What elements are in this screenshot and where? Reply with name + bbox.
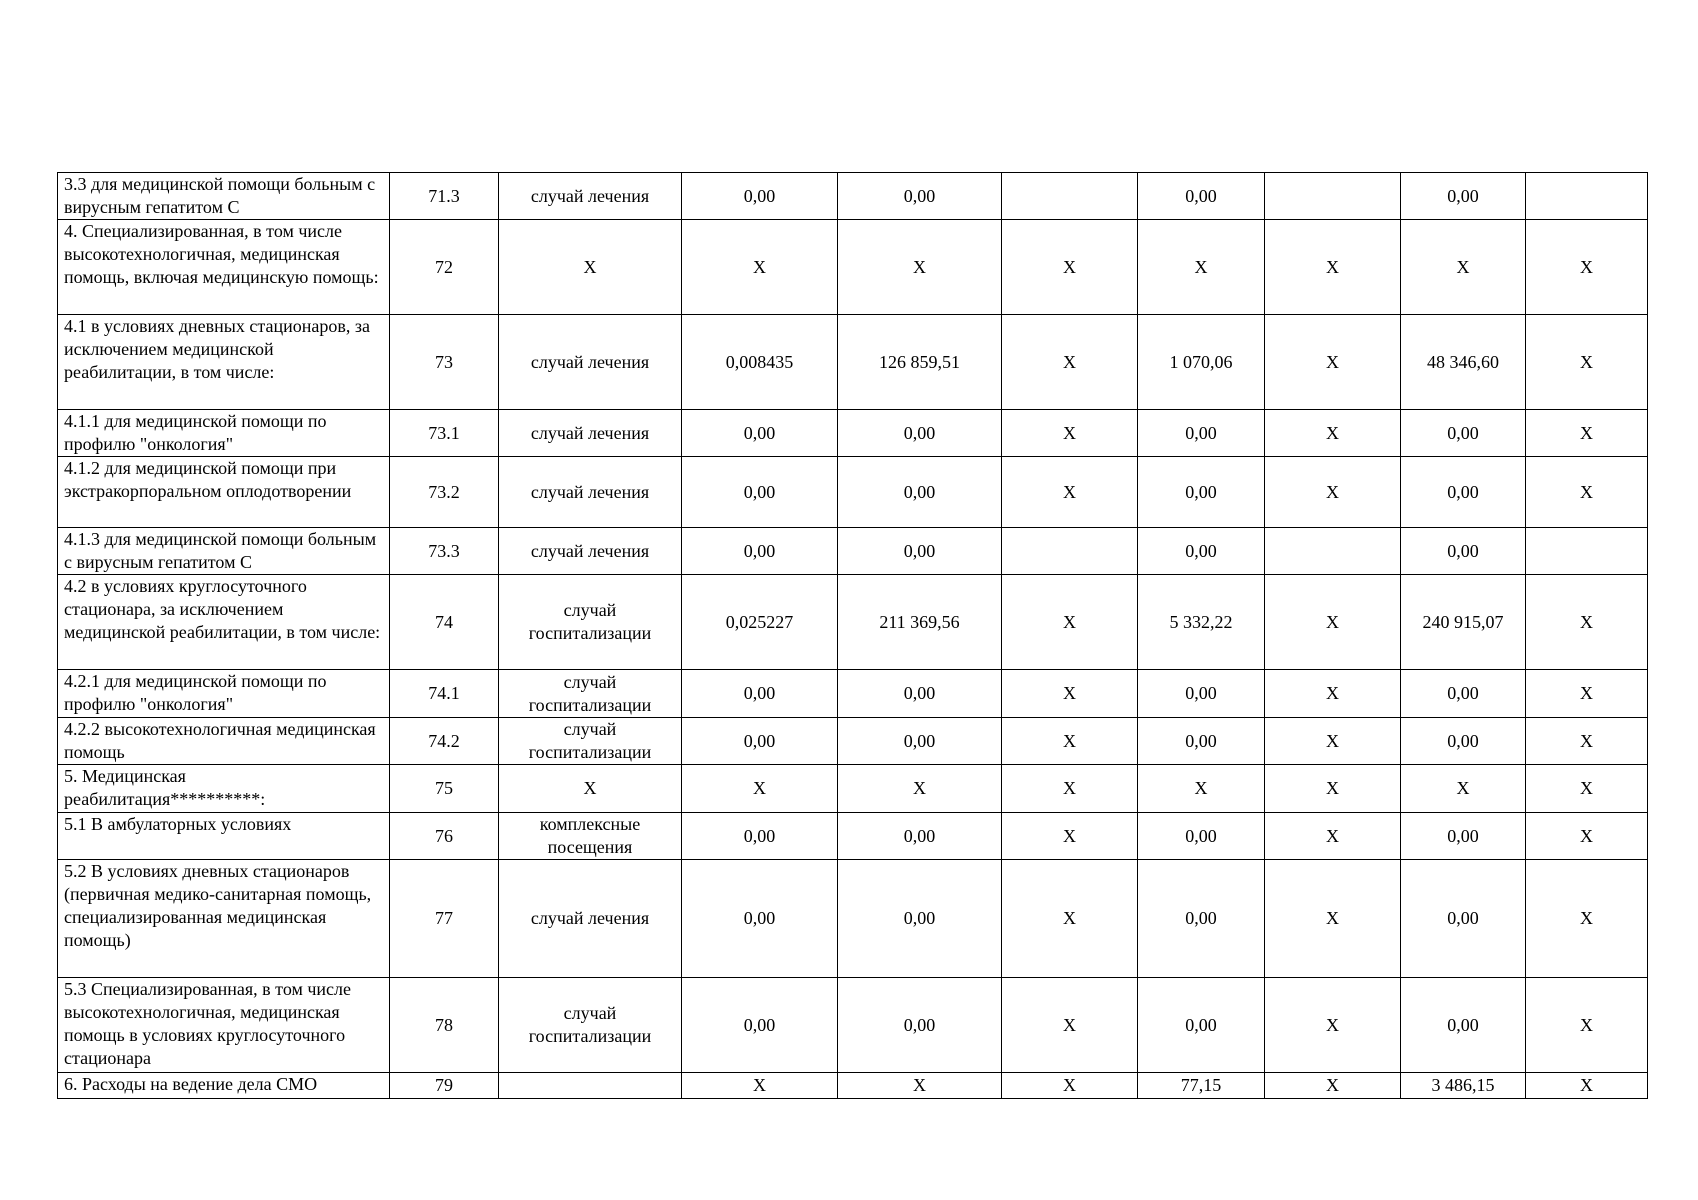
cell-col8: X xyxy=(1265,718,1401,765)
cell-col5: 0,00 xyxy=(838,173,1002,220)
cell-col9: 0,00 xyxy=(1401,813,1526,860)
cell-col10: X xyxy=(1526,670,1648,718)
cell-col9: X xyxy=(1401,765,1526,813)
cell-col7: 0,00 xyxy=(1138,457,1265,528)
row-number: 75 xyxy=(390,765,499,813)
cell-col8: X xyxy=(1265,220,1401,315)
row-number: 71.3 xyxy=(390,173,499,220)
row-name: 4.1 в условиях дневных стационаров, за исключением медицинской реабилитации, в том числе: xyxy=(58,315,390,410)
row-unit: случай госпитализации xyxy=(499,670,682,718)
cell-col9: 0,00 xyxy=(1401,528,1526,575)
cell-col7: 1 070,06 xyxy=(1138,315,1265,410)
row-name: 4.2.2 высокотехнологичная медицинская помощь xyxy=(58,718,390,765)
row-number: 74.2 xyxy=(390,718,499,765)
cell-col7: 0,00 xyxy=(1138,528,1265,575)
cell-col4: 0,00 xyxy=(682,978,838,1073)
table-row xyxy=(58,575,1648,670)
row-unit: случай лечения xyxy=(499,457,682,528)
row-number: 74 xyxy=(390,575,499,670)
cell-col4: 0,00 xyxy=(682,528,838,575)
table-row xyxy=(58,813,1648,860)
cell-col6: X xyxy=(1002,860,1138,978)
cell-col9: X xyxy=(1401,220,1526,315)
data-table xyxy=(57,172,1648,1099)
cell-col8: X xyxy=(1265,575,1401,670)
cell-col6: X xyxy=(1002,765,1138,813)
cell-col8: X xyxy=(1265,978,1401,1073)
cell-col8 xyxy=(1265,528,1401,575)
row-name: 5.2 В условиях дневных стационаров (первичная медико-санитарная помощь, специализированная медицинская помощь) xyxy=(58,860,390,978)
cell-col4: 0,00 xyxy=(682,410,838,457)
row-number: 73.2 xyxy=(390,457,499,528)
cell-col9: 0,00 xyxy=(1401,860,1526,978)
cell-col8 xyxy=(1265,173,1401,220)
row-number: 78 xyxy=(390,978,499,1073)
table-row xyxy=(58,860,1648,978)
row-name: 4. Специализированная, в том числе высокотехнологичная, медицинская помощь, включая медицинскую помощь: xyxy=(58,220,390,315)
cell-col4: 0,00 xyxy=(682,860,838,978)
cell-col5: 0,00 xyxy=(838,978,1002,1073)
cell-col8: X xyxy=(1265,765,1401,813)
cell-col6: X xyxy=(1002,315,1138,410)
table-row xyxy=(58,457,1648,528)
cell-col9: 0,00 xyxy=(1401,173,1526,220)
row-name: 4.2 в условиях круглосуточного стационара, за исключением медицинской реабилитации, в том числе: xyxy=(58,575,390,670)
row-name: 4.1.3 для медицинской помощи больным с вирусным гепатитом С xyxy=(58,528,390,575)
cell-col8: X xyxy=(1265,457,1401,528)
cell-col8: X xyxy=(1265,813,1401,860)
cell-col10: X xyxy=(1526,718,1648,765)
cell-col6: X xyxy=(1002,220,1138,315)
row-unit: комплексные посещения xyxy=(499,813,682,860)
cell-col4: 0,00 xyxy=(682,718,838,765)
table-body xyxy=(58,173,1648,1099)
cell-col10: X xyxy=(1526,315,1648,410)
row-name: 6. Расходы на ведение дела СМО xyxy=(58,1073,390,1099)
row-name: 4.2.1 для медицинской помощи по профилю "онкология" xyxy=(58,670,390,718)
cell-col10 xyxy=(1526,173,1648,220)
cell-col9: 0,00 xyxy=(1401,670,1526,718)
cell-col5: 0,00 xyxy=(838,718,1002,765)
cell-col4: 0,00 xyxy=(682,173,838,220)
row-number: 77 xyxy=(390,860,499,978)
cell-col5: 0,00 xyxy=(838,813,1002,860)
row-unit: случай госпитализации xyxy=(499,718,682,765)
cell-col8: X xyxy=(1265,1073,1401,1099)
cell-col6: X xyxy=(1002,670,1138,718)
cell-col8: X xyxy=(1265,860,1401,978)
cell-col6: X xyxy=(1002,813,1138,860)
table-row xyxy=(58,315,1648,410)
row-name: 4.1.1 для медицинской помощи по профилю "онкология" xyxy=(58,410,390,457)
table-row xyxy=(58,410,1648,457)
cell-col5: 0,00 xyxy=(838,410,1002,457)
cell-col5: 126 859,51 xyxy=(838,315,1002,410)
cell-col8: X xyxy=(1265,410,1401,457)
row-unit: случай лечения xyxy=(499,410,682,457)
cell-col6: X xyxy=(1002,457,1138,528)
cell-col7: 0,00 xyxy=(1138,718,1265,765)
cell-col9: 3 486,15 xyxy=(1401,1073,1526,1099)
row-unit xyxy=(499,1073,682,1099)
cell-col5: X xyxy=(838,220,1002,315)
cell-col6: X xyxy=(1002,410,1138,457)
table-row xyxy=(58,1073,1648,1099)
cell-col7: 0,00 xyxy=(1138,978,1265,1073)
cell-col4: 0,025227 xyxy=(682,575,838,670)
row-unit: случай лечения xyxy=(499,315,682,410)
cell-col6: X xyxy=(1002,575,1138,670)
table-row xyxy=(58,765,1648,813)
cell-col9: 0,00 xyxy=(1401,978,1526,1073)
row-number: 73 xyxy=(390,315,499,410)
table-row xyxy=(58,528,1648,575)
row-name: 3.3 для медицинской помощи больным с вирусным гепатитом С xyxy=(58,173,390,220)
cell-col7: 0,00 xyxy=(1138,410,1265,457)
cell-col4: X xyxy=(682,1073,838,1099)
cell-col4: X xyxy=(682,765,838,813)
row-unit: случай госпитализации xyxy=(499,575,682,670)
table-row xyxy=(58,978,1648,1073)
table-row xyxy=(58,173,1648,220)
cell-col4: X xyxy=(682,220,838,315)
cell-col10: X xyxy=(1526,765,1648,813)
cell-col4: 0,008435 xyxy=(682,315,838,410)
row-unit: случай лечения xyxy=(499,860,682,978)
table-row xyxy=(58,670,1648,718)
cell-col6 xyxy=(1002,528,1138,575)
row-name: 5. Медицинская реабилитация**********: xyxy=(58,765,390,813)
cell-col5: 0,00 xyxy=(838,670,1002,718)
row-number: 73.1 xyxy=(390,410,499,457)
cell-col7: X xyxy=(1138,765,1265,813)
cell-col7: 0,00 xyxy=(1138,670,1265,718)
cell-col9: 0,00 xyxy=(1401,410,1526,457)
cell-col9: 48 346,60 xyxy=(1401,315,1526,410)
row-unit: X xyxy=(499,765,682,813)
row-unit: случай лечения xyxy=(499,173,682,220)
cell-col5: 0,00 xyxy=(838,457,1002,528)
cell-col9: 0,00 xyxy=(1401,718,1526,765)
cell-col7: 0,00 xyxy=(1138,860,1265,978)
cell-col10: X xyxy=(1526,457,1648,528)
cell-col10: X xyxy=(1526,813,1648,860)
cell-col4: 0,00 xyxy=(682,457,838,528)
cell-col9: 0,00 xyxy=(1401,457,1526,528)
row-number: 79 xyxy=(390,1073,499,1099)
row-number: 72 xyxy=(390,220,499,315)
cell-col5: 0,00 xyxy=(838,528,1002,575)
cell-col7: 5 332,22 xyxy=(1138,575,1265,670)
cell-col10: X xyxy=(1526,410,1648,457)
cell-col7: X xyxy=(1138,220,1265,315)
row-unit: случай лечения xyxy=(499,528,682,575)
row-number: 73.3 xyxy=(390,528,499,575)
cell-col10: X xyxy=(1526,575,1648,670)
table-row xyxy=(58,718,1648,765)
cell-col6: X xyxy=(1002,718,1138,765)
cell-col10 xyxy=(1526,528,1648,575)
cell-col5: X xyxy=(838,765,1002,813)
cell-col4: 0,00 xyxy=(682,813,838,860)
cell-col10: X xyxy=(1526,978,1648,1073)
cell-col8: X xyxy=(1265,670,1401,718)
row-number: 74.1 xyxy=(390,670,499,718)
cell-col5: 211 369,56 xyxy=(838,575,1002,670)
cell-col7: 0,00 xyxy=(1138,173,1265,220)
cell-col7: 77,15 xyxy=(1138,1073,1265,1099)
cell-col6: X xyxy=(1002,1073,1138,1099)
cell-col9: 240 915,07 xyxy=(1401,575,1526,670)
row-name: 4.1.2 для медицинской помощи при экстракорпоральном оплодотворении xyxy=(58,457,390,528)
cell-col5: 0,00 xyxy=(838,860,1002,978)
cell-col10: X xyxy=(1526,860,1648,978)
table-row xyxy=(58,220,1648,315)
cell-col6 xyxy=(1002,173,1138,220)
row-number: 76 xyxy=(390,813,499,860)
row-unit: X xyxy=(499,220,682,315)
cell-col6: X xyxy=(1002,978,1138,1073)
row-name: 5.3 Специализированная, в том числе высокотехнологичная, медицинская помощь в условиях круглосуточного стационара xyxy=(58,978,390,1073)
cell-col7: 0,00 xyxy=(1138,813,1265,860)
row-name: 5.1 В амбулаторных условиях xyxy=(58,813,390,860)
cell-col10: X xyxy=(1526,1073,1648,1099)
cell-col8: X xyxy=(1265,315,1401,410)
cell-col5: X xyxy=(838,1073,1002,1099)
cell-col4: 0,00 xyxy=(682,670,838,718)
row-unit: случай госпитализации xyxy=(499,978,682,1073)
cell-col10: X xyxy=(1526,220,1648,315)
